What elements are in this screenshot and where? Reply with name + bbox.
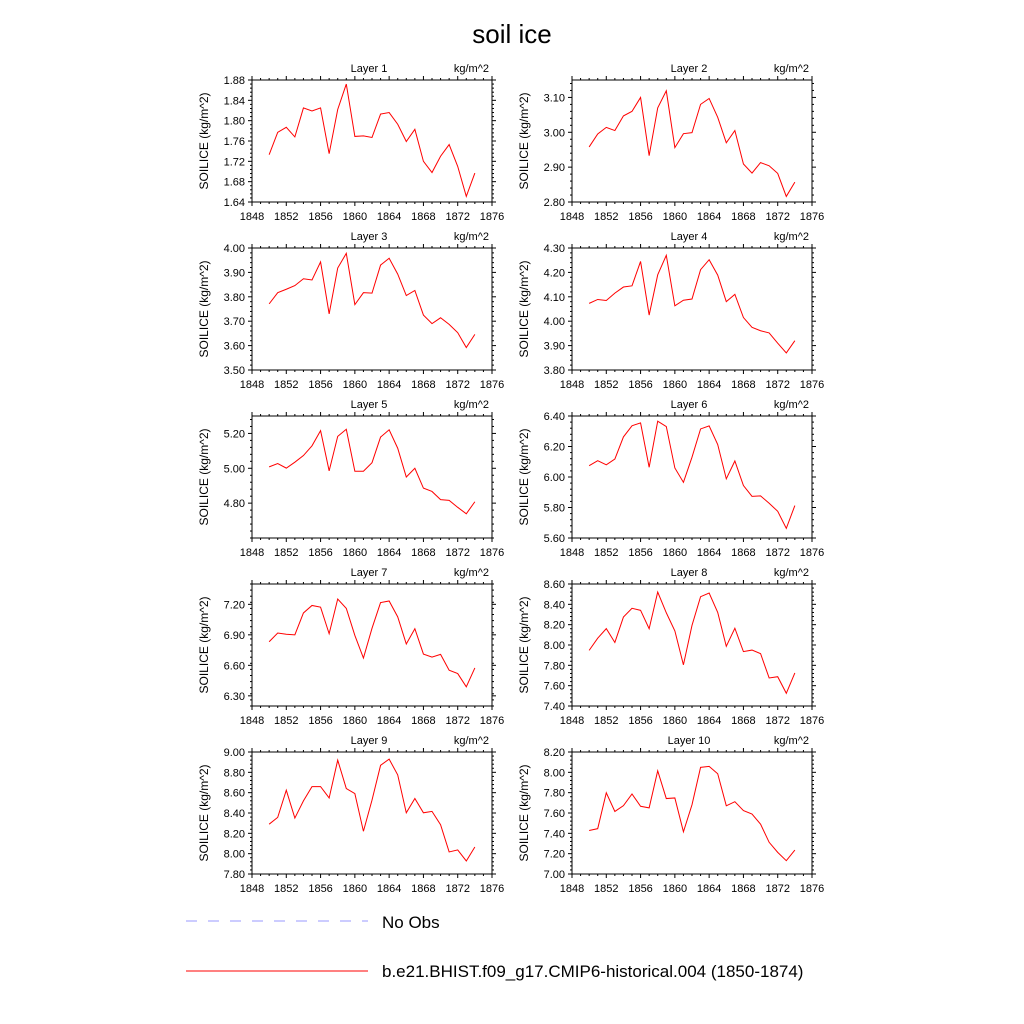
x-tick-label: 1868 bbox=[731, 379, 756, 391]
x-tick-label: 1852 bbox=[594, 547, 619, 559]
y-tick-label: 7.40 bbox=[543, 828, 565, 841]
x-tick-label: 1872 bbox=[765, 883, 790, 895]
y-axis-label: SOILICE (kg/m^2) bbox=[517, 92, 531, 190]
panels bbox=[197, 63, 824, 895]
panel-title: Layer 1 bbox=[350, 63, 388, 75]
x-tick-label: 1872 bbox=[445, 715, 470, 727]
panel-title: Layer 2 bbox=[670, 63, 708, 75]
x-tick-label: 1876 bbox=[479, 211, 505, 223]
x-tick-label: 1868 bbox=[731, 211, 756, 223]
y-tick-label: 7.60 bbox=[543, 808, 565, 820]
x-tick-label: 1848 bbox=[239, 715, 265, 727]
legend-obs-label: No Obs bbox=[382, 913, 440, 932]
panel-units: kg/m^2 bbox=[773, 231, 809, 243]
y-tick-label: 7.20 bbox=[223, 599, 245, 612]
x-tick-label: 1872 bbox=[445, 883, 470, 895]
x-tick-label: 1864 bbox=[696, 379, 722, 391]
series-line bbox=[589, 255, 795, 353]
x-tick-label: 1856 bbox=[308, 211, 333, 223]
plot-frame bbox=[572, 752, 812, 874]
x-tick-label: 1872 bbox=[765, 715, 790, 727]
x-tick-label: 1856 bbox=[308, 715, 333, 727]
x-tick-label: 1876 bbox=[479, 547, 505, 559]
x-tick-label: 1872 bbox=[445, 547, 470, 559]
x-tick-label: 1876 bbox=[799, 379, 825, 391]
panel-units: kg/m^2 bbox=[453, 567, 489, 579]
y-tick-label: 4.20 bbox=[543, 267, 565, 280]
panel-layer-8 bbox=[517, 567, 824, 727]
series-line bbox=[269, 759, 475, 861]
y-tick-label: 8.40 bbox=[223, 808, 245, 820]
x-tick-label: 1852 bbox=[274, 547, 299, 559]
x-tick-label: 1848 bbox=[239, 547, 265, 559]
x-tick-label: 1872 bbox=[765, 379, 790, 391]
y-tick-label: 4.00 bbox=[543, 316, 565, 329]
panel-title: Layer 4 bbox=[670, 231, 708, 243]
y-tick-label: 6.00 bbox=[543, 472, 565, 484]
y-tick-label: 3.60 bbox=[223, 340, 245, 353]
x-tick-label: 1856 bbox=[628, 211, 653, 223]
panel-units: kg/m^2 bbox=[773, 399, 809, 411]
x-tick-label: 1876 bbox=[479, 883, 505, 895]
x-tick-label: 1848 bbox=[239, 379, 265, 391]
y-tick-label: 6.20 bbox=[543, 441, 565, 454]
y-tick-label: 6.30 bbox=[223, 690, 245, 703]
y-tick-label: 1.64 bbox=[223, 197, 245, 209]
y-tick-label: 3.00 bbox=[543, 127, 565, 140]
series-line bbox=[589, 421, 795, 528]
x-tick-label: 1864 bbox=[376, 715, 402, 727]
panel-layer-5 bbox=[197, 399, 504, 559]
y-tick-label: 1.72 bbox=[223, 156, 245, 169]
x-tick-label: 1860 bbox=[662, 547, 688, 559]
y-tick-label: 7.80 bbox=[543, 787, 565, 800]
x-tick-label: 1872 bbox=[445, 379, 470, 391]
panel-units: kg/m^2 bbox=[453, 399, 489, 411]
x-tick-label: 1852 bbox=[274, 883, 299, 895]
y-tick-label: 8.00 bbox=[543, 767, 565, 780]
y-tick-label: 7.60 bbox=[543, 680, 565, 693]
series-line bbox=[269, 84, 475, 196]
x-tick-label: 1868 bbox=[731, 715, 756, 727]
legend bbox=[186, 913, 803, 981]
x-tick-label: 1876 bbox=[799, 211, 825, 223]
x-tick-label: 1848 bbox=[239, 883, 265, 895]
y-tick-label: 6.40 bbox=[543, 411, 565, 423]
panel-layer-1 bbox=[197, 63, 504, 223]
y-tick-label: 6.90 bbox=[223, 629, 245, 642]
y-tick-label: 1.80 bbox=[223, 115, 245, 128]
panel-title: Layer 5 bbox=[350, 399, 388, 411]
x-tick-label: 1848 bbox=[239, 211, 265, 223]
panel-title: Layer 7 bbox=[350, 567, 388, 579]
series-line bbox=[589, 91, 795, 197]
x-tick-label: 1868 bbox=[411, 379, 436, 391]
x-tick-label: 1852 bbox=[594, 883, 619, 895]
x-tick-label: 1852 bbox=[594, 211, 619, 223]
y-tick-label: 7.80 bbox=[543, 660, 565, 673]
x-tick-label: 1864 bbox=[696, 547, 722, 559]
y-axis-label: SOILICE (kg/m^2) bbox=[197, 92, 211, 190]
plot-frame bbox=[252, 584, 492, 706]
y-tick-label: 8.20 bbox=[543, 747, 565, 759]
y-axis-label: SOILICE (kg/m^2) bbox=[197, 428, 211, 526]
plot-frame bbox=[252, 80, 492, 202]
x-tick-label: 1860 bbox=[342, 547, 368, 559]
x-tick-label: 1856 bbox=[628, 715, 653, 727]
y-axis-label: SOILICE (kg/m^2) bbox=[517, 428, 531, 526]
x-tick-label: 1876 bbox=[479, 715, 505, 727]
x-tick-label: 1864 bbox=[376, 211, 402, 223]
panel-units: kg/m^2 bbox=[773, 63, 809, 75]
x-tick-label: 1868 bbox=[411, 211, 436, 223]
y-tick-label: 1.68 bbox=[223, 176, 245, 189]
panel-layer-3 bbox=[197, 231, 504, 391]
y-axis-label: SOILICE (kg/m^2) bbox=[517, 596, 531, 694]
figure-title: soil ice bbox=[472, 19, 552, 49]
y-tick-label: 8.20 bbox=[223, 828, 245, 841]
panel-title: Layer 3 bbox=[350, 231, 388, 243]
panel-title: Layer 10 bbox=[667, 735, 711, 747]
y-tick-label: 4.10 bbox=[543, 291, 565, 304]
y-tick-label: 3.50 bbox=[223, 365, 245, 377]
x-tick-label: 1868 bbox=[411, 715, 436, 727]
panel-units: kg/m^2 bbox=[453, 231, 489, 243]
series-line bbox=[269, 429, 475, 514]
y-tick-label: 8.00 bbox=[543, 640, 565, 652]
x-tick-label: 1852 bbox=[274, 715, 299, 727]
y-axis-label: SOILICE (kg/m^2) bbox=[197, 596, 211, 694]
y-tick-label: 8.20 bbox=[543, 619, 565, 632]
panel-layer-2 bbox=[517, 63, 824, 223]
x-tick-label: 1868 bbox=[411, 547, 436, 559]
y-tick-label: 9.00 bbox=[223, 747, 245, 759]
panel-title: Layer 6 bbox=[670, 399, 708, 411]
x-tick-label: 1860 bbox=[342, 715, 368, 727]
plot-frame bbox=[252, 416, 492, 538]
plot-frame bbox=[252, 752, 492, 874]
panel-layer-10 bbox=[517, 735, 824, 895]
x-tick-label: 1856 bbox=[628, 883, 653, 895]
plot-frame bbox=[572, 416, 812, 538]
x-tick-label: 1856 bbox=[308, 379, 333, 391]
y-tick-label: 7.80 bbox=[223, 869, 245, 881]
legend-model-label: b.e21.BHIST.f09_g17.CMIP6-historical.004 (1850-1874) bbox=[382, 962, 804, 981]
y-tick-label: 3.90 bbox=[543, 340, 565, 353]
y-tick-label: 7.20 bbox=[543, 848, 565, 861]
plot-frame bbox=[252, 248, 492, 370]
x-tick-label: 1872 bbox=[765, 211, 790, 223]
x-tick-label: 1876 bbox=[479, 379, 505, 391]
x-tick-label: 1848 bbox=[559, 547, 585, 559]
plot-frame bbox=[572, 80, 812, 202]
x-tick-label: 1848 bbox=[559, 379, 585, 391]
y-tick-label: 1.84 bbox=[223, 95, 245, 108]
x-tick-label: 1864 bbox=[376, 547, 402, 559]
panel-title: Layer 8 bbox=[670, 567, 708, 579]
x-tick-label: 1852 bbox=[274, 379, 299, 391]
y-tick-label: 3.10 bbox=[543, 92, 565, 105]
x-tick-label: 1852 bbox=[594, 715, 619, 727]
x-tick-label: 1856 bbox=[628, 379, 653, 391]
panel-title: Layer 9 bbox=[350, 735, 388, 747]
x-tick-label: 1856 bbox=[628, 547, 653, 559]
x-tick-label: 1860 bbox=[662, 715, 688, 727]
y-tick-label: 4.80 bbox=[223, 498, 245, 511]
x-tick-label: 1852 bbox=[274, 211, 299, 223]
y-tick-label: 5.20 bbox=[223, 428, 245, 441]
y-tick-label: 7.40 bbox=[543, 701, 565, 713]
x-tick-label: 1864 bbox=[696, 715, 722, 727]
y-tick-label: 4.30 bbox=[543, 243, 565, 255]
y-axis-label: SOILICE (kg/m^2) bbox=[197, 260, 211, 358]
panel-units: kg/m^2 bbox=[453, 63, 489, 75]
x-tick-label: 1860 bbox=[342, 211, 368, 223]
x-tick-label: 1872 bbox=[765, 547, 790, 559]
x-tick-label: 1860 bbox=[662, 211, 688, 223]
x-tick-label: 1876 bbox=[799, 883, 825, 895]
panel-layer-7 bbox=[197, 567, 504, 727]
y-axis-label: SOILICE (kg/m^2) bbox=[517, 764, 531, 862]
x-tick-label: 1852 bbox=[594, 379, 619, 391]
series-line bbox=[269, 253, 475, 347]
y-tick-label: 3.70 bbox=[223, 316, 245, 329]
y-tick-label: 3.90 bbox=[223, 267, 245, 280]
x-tick-label: 1876 bbox=[799, 715, 825, 727]
x-tick-label: 1868 bbox=[411, 883, 436, 895]
x-tick-label: 1856 bbox=[308, 883, 333, 895]
y-tick-label: 8.60 bbox=[223, 787, 245, 800]
y-tick-label: 7.00 bbox=[543, 869, 565, 881]
x-tick-label: 1860 bbox=[662, 379, 688, 391]
y-tick-label: 8.60 bbox=[543, 579, 565, 591]
y-tick-label: 1.88 bbox=[223, 75, 245, 87]
y-tick-label: 5.60 bbox=[543, 533, 565, 545]
x-tick-label: 1864 bbox=[376, 883, 402, 895]
y-tick-label: 3.80 bbox=[543, 365, 565, 377]
x-tick-label: 1872 bbox=[445, 211, 470, 223]
panel-units: kg/m^2 bbox=[453, 735, 489, 747]
x-tick-label: 1860 bbox=[342, 379, 368, 391]
panel-layer-9 bbox=[197, 735, 504, 895]
y-axis-label: SOILICE (kg/m^2) bbox=[197, 764, 211, 862]
y-tick-label: 4.00 bbox=[223, 243, 245, 255]
y-tick-label: 3.80 bbox=[223, 291, 245, 304]
x-tick-label: 1864 bbox=[376, 379, 402, 391]
series-line bbox=[589, 592, 795, 693]
plot-frame bbox=[572, 584, 812, 706]
series-line bbox=[269, 599, 475, 687]
x-tick-label: 1868 bbox=[731, 883, 756, 895]
x-tick-label: 1848 bbox=[559, 883, 585, 895]
x-tick-label: 1864 bbox=[696, 211, 722, 223]
x-tick-label: 1868 bbox=[731, 547, 756, 559]
panel-units: kg/m^2 bbox=[773, 567, 809, 579]
y-tick-label: 5.80 bbox=[543, 502, 565, 515]
y-tick-label: 8.00 bbox=[223, 848, 245, 861]
x-tick-label: 1848 bbox=[559, 715, 585, 727]
x-tick-label: 1860 bbox=[342, 883, 368, 895]
y-tick-label: 5.00 bbox=[223, 463, 245, 476]
series-line bbox=[589, 766, 795, 860]
y-tick-label: 2.80 bbox=[543, 197, 565, 209]
y-tick-label: 8.80 bbox=[223, 767, 245, 780]
x-tick-label: 1848 bbox=[559, 211, 585, 223]
y-tick-label: 2.90 bbox=[543, 162, 565, 175]
x-tick-label: 1876 bbox=[799, 547, 825, 559]
x-tick-label: 1856 bbox=[308, 547, 333, 559]
y-tick-label: 6.60 bbox=[223, 660, 245, 673]
panel-layer-6 bbox=[517, 399, 824, 559]
y-tick-label: 8.40 bbox=[543, 599, 565, 612]
plot-frame bbox=[572, 248, 812, 370]
x-tick-label: 1864 bbox=[696, 883, 722, 895]
panel-units: kg/m^2 bbox=[773, 735, 809, 747]
y-axis-label: SOILICE (kg/m^2) bbox=[517, 260, 531, 358]
y-tick-label: 1.76 bbox=[223, 136, 245, 148]
x-tick-label: 1860 bbox=[662, 883, 688, 895]
panel-layer-4 bbox=[517, 231, 824, 391]
